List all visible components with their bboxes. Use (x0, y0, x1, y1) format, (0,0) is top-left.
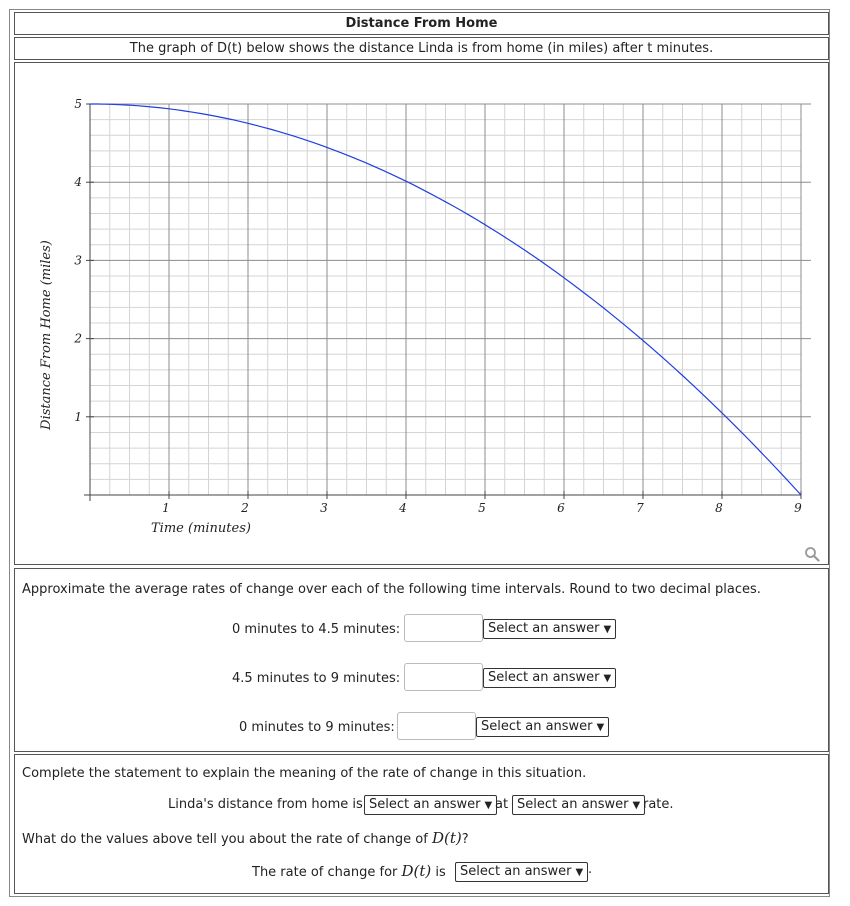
problem-description: The graph of D(t) below shows the distance Linda is from home (in miles) after t minutes. (14, 37, 829, 60)
chevron-down-icon: ▼ (596, 722, 605, 733)
x-axis-label: Time (minutes) (151, 521, 251, 536)
chevron-down-icon: ▼ (603, 673, 612, 684)
interval-label: 4.5 minutes to 9 minutes: (232, 671, 401, 686)
answer-prefix: The rate of change for (252, 865, 398, 880)
rate-behavior-select[interactable] (455, 862, 588, 882)
chevron-down-icon: ▼ (603, 624, 612, 635)
math-dt: D(t) (401, 862, 432, 880)
distance-trend-select[interactable] (364, 795, 497, 815)
q2-instructions: Complete the statement to explain the meaning of the rate of change in this situation. (22, 766, 587, 781)
statement-prefix: Linda's distance from home is (168, 797, 363, 812)
statement-mid: at (495, 797, 509, 812)
y-tick-label: 1 (74, 409, 82, 424)
distance-chart (15, 63, 828, 564)
magnifier-icon[interactable] (804, 546, 820, 562)
select-label: Select an answer (488, 670, 600, 685)
chevron-down-icon: ▼ (484, 800, 493, 811)
x-tick-label: 1 (162, 501, 170, 515)
rate-select[interactable] (483, 619, 616, 639)
select-label: Select an answer (517, 797, 629, 812)
y-tick-label: 3 (74, 253, 82, 268)
select-label: Select an answer (460, 864, 572, 879)
x-tick-label: 5 (478, 501, 486, 515)
rate-input[interactable] (404, 614, 483, 642)
math-dt: D(t) (431, 829, 462, 847)
y-axis-label: Distance From Home (miles) (39, 240, 54, 430)
x-tick-label: 6 (557, 501, 565, 515)
chevron-down-icon: ▼ (632, 800, 641, 811)
chevron-down-icon: ▼ (575, 867, 584, 878)
graph-panel (14, 62, 829, 565)
y-tick-label: 4 (74, 175, 82, 190)
chart-title: Distance From Home (14, 12, 829, 35)
rate-input[interactable] (404, 663, 483, 691)
y-tick-label: 5 (74, 97, 82, 111)
select-label: Select an answer (481, 719, 593, 734)
question-2-panel (14, 754, 829, 894)
interval-label: 0 minutes to 9 minutes: (239, 720, 395, 735)
rate-type-select[interactable] (512, 795, 645, 815)
x-tick-label: 3 (320, 501, 328, 515)
rate-select[interactable] (483, 668, 616, 688)
answer-statement (252, 862, 446, 880)
x-tick-label: 7 (636, 501, 644, 515)
x-tick-label: 2 (241, 501, 249, 515)
x-tick-label: 8 (715, 501, 723, 515)
rate-select[interactable] (476, 717, 609, 737)
y-tick-label: 2 (74, 331, 82, 346)
rate-question (22, 829, 469, 847)
x-tick-label: 4 (399, 501, 407, 515)
interval-label: 0 minutes to 4.5 minutes: (232, 622, 401, 637)
x-tick-label: 9 (794, 501, 802, 515)
statement-suffix: rate. (643, 797, 674, 812)
rate-input[interactable] (397, 712, 476, 740)
answer-is: is (435, 865, 446, 880)
q1-instructions: Approximate the average rates of change over each of the following time intervals. Round to two decimal places. (22, 582, 761, 597)
answer-end: . (588, 862, 593, 877)
question-mark: ? (461, 832, 469, 847)
select-label: Select an answer (369, 797, 481, 812)
rate-question-text: What do the values above tell you about the rate of change of (22, 832, 428, 847)
select-label: Select an answer (488, 621, 600, 636)
question-1-panel (14, 568, 829, 752)
